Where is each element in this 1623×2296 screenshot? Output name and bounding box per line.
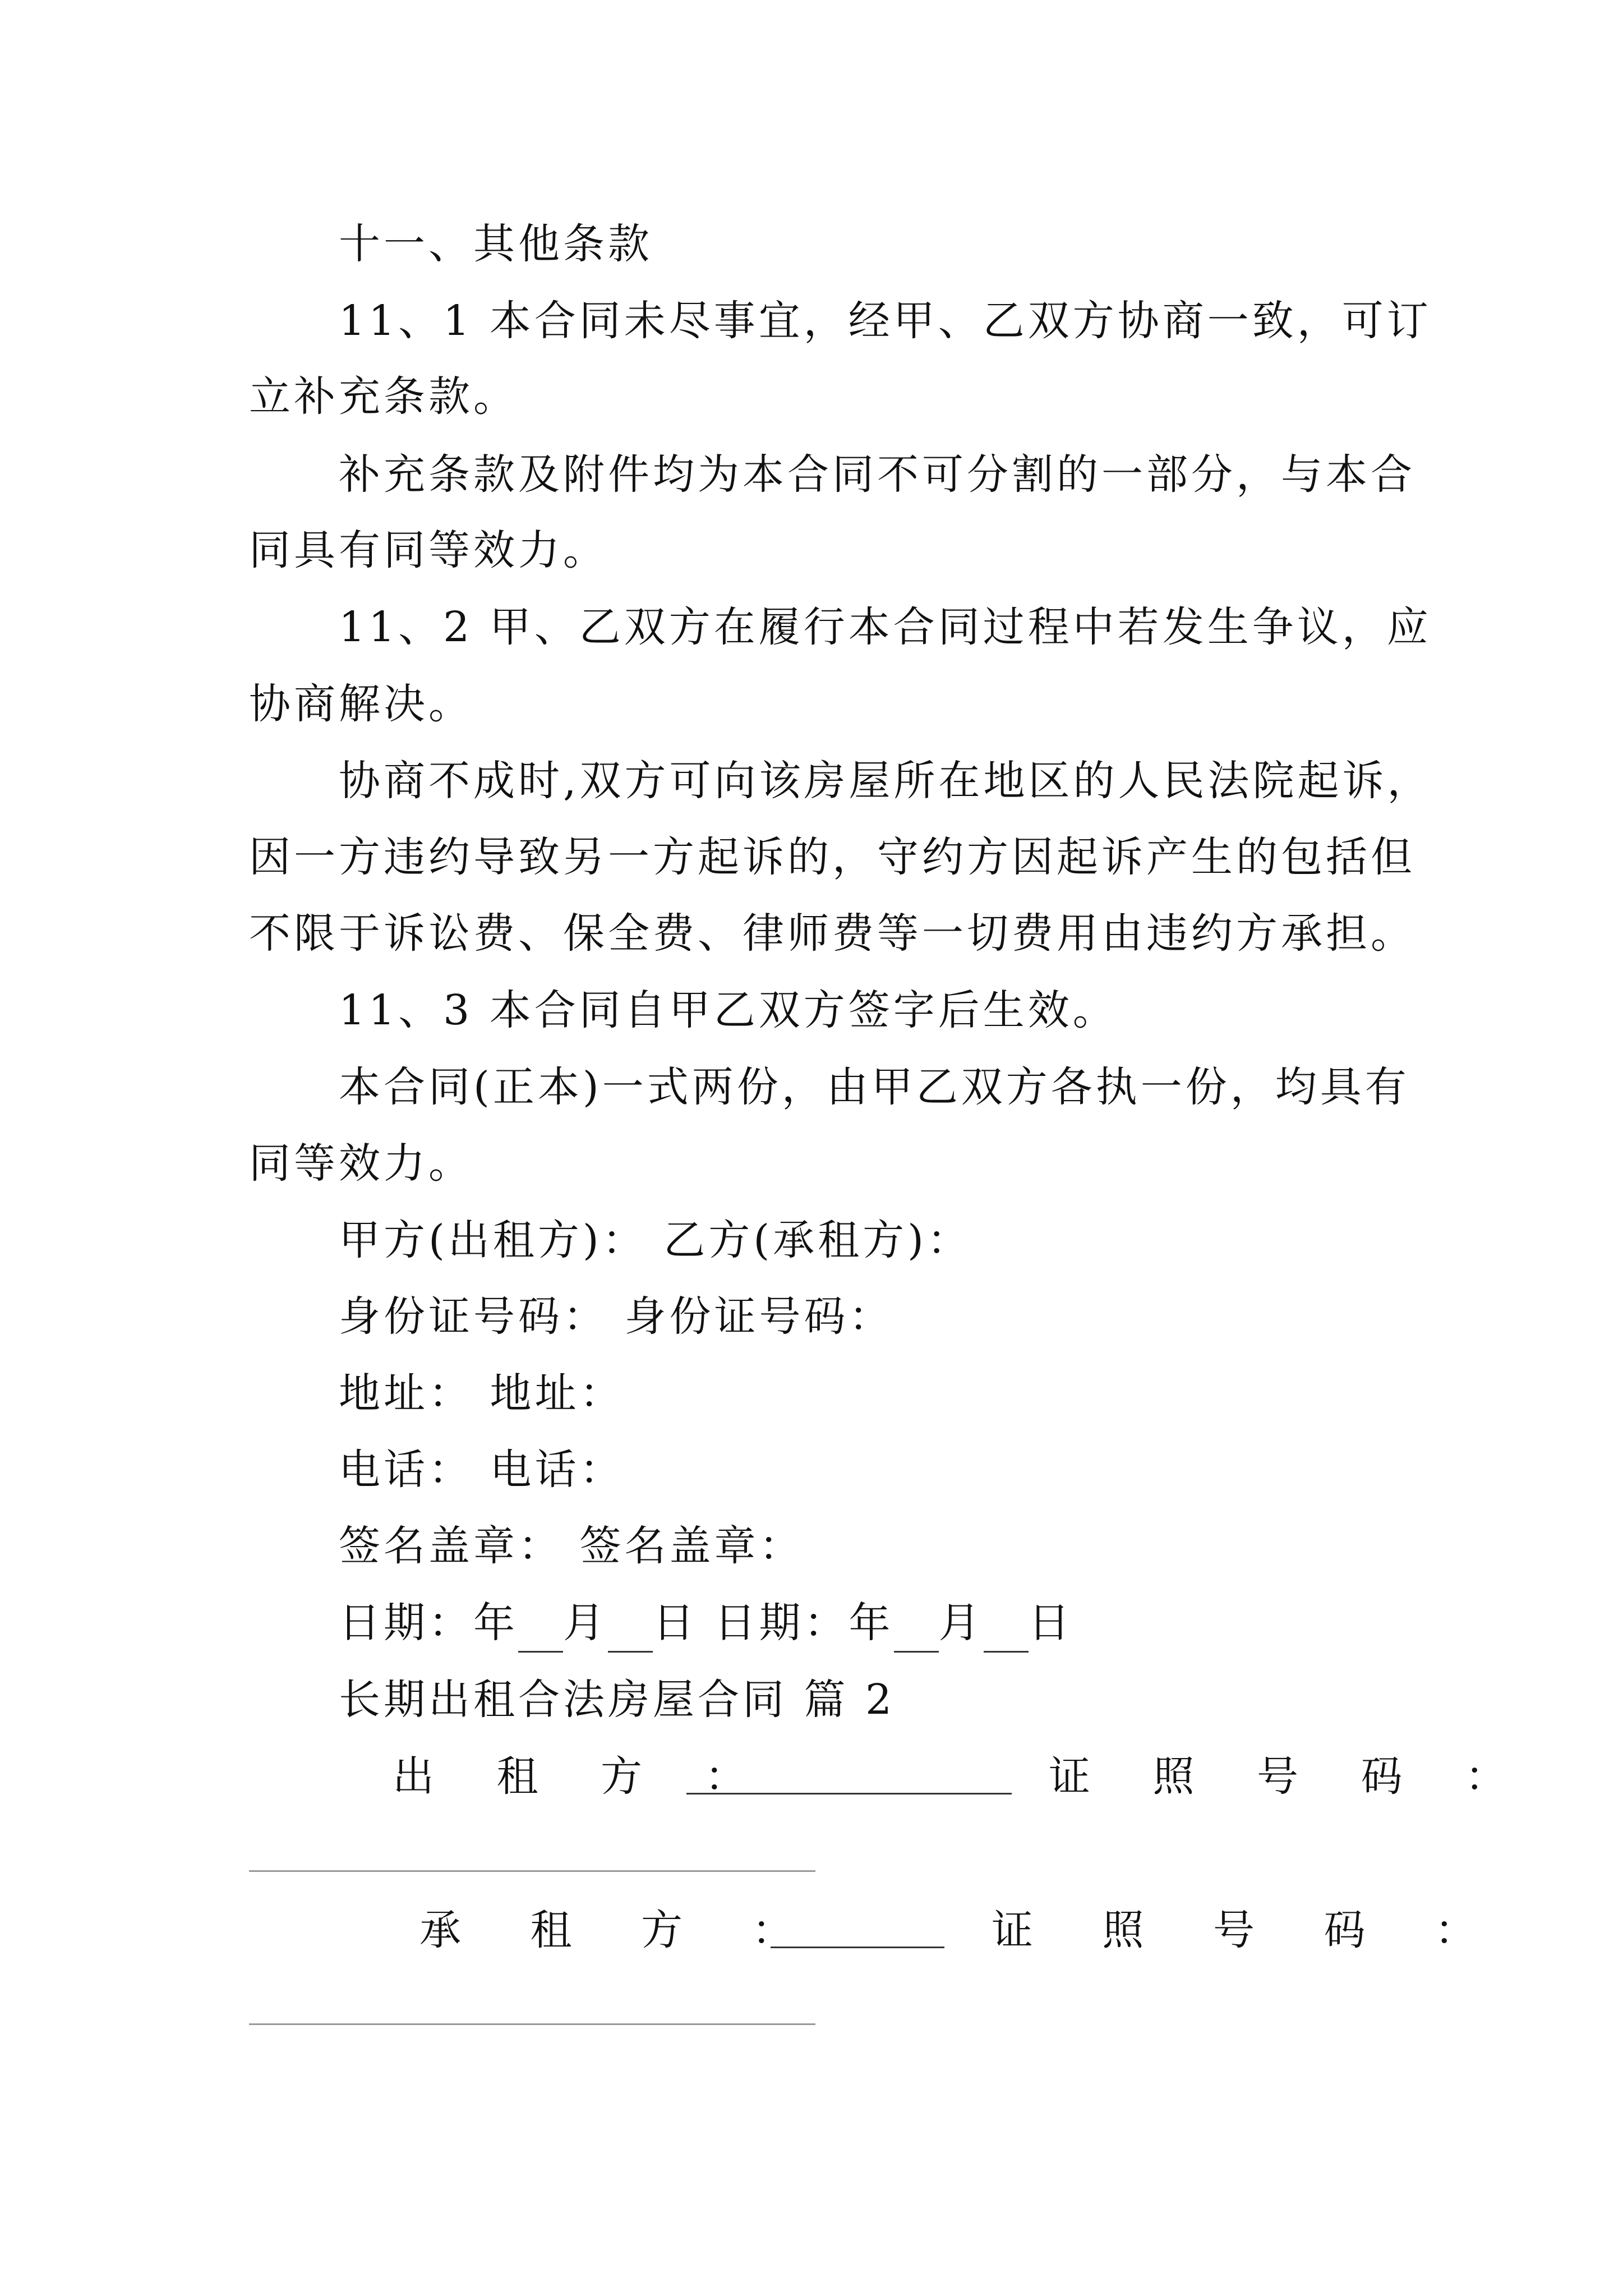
month-blank-a	[518, 1595, 563, 1653]
date-label-a: 日期：年	[339, 1599, 518, 1647]
clause-11-2-line-4: 因一方违约导致另一方起诉的，守约方因起诉产生的包括但	[249, 833, 1415, 881]
signature-id-line: 身份证号码： 身份证号码：	[339, 1292, 894, 1341]
lessor-label: 出 租 方 ：	[393, 1752, 771, 1801]
day-blank-b	[984, 1595, 1029, 1653]
lessor-cert-label: 证 照 号 码 ：	[1049, 1752, 1532, 1801]
clause-11-3-line-1: 11、3 本合同自甲乙双方签字后生效。	[339, 986, 1118, 1034]
date-day-a: 日	[653, 1599, 698, 1647]
lessee-blank	[771, 1947, 944, 1948]
date-month-a: 月	[563, 1599, 608, 1647]
clause-11-2-line-3: 协商不成时,双方可向该房屋所在地区的人民法院起诉，	[339, 757, 1432, 805]
lessee-cert-label: 证 照 号 码 ：	[992, 1906, 1505, 1954]
month-blank-b	[894, 1595, 939, 1653]
day-blank-a	[608, 1595, 653, 1653]
clause-11-2-line-5: 不限于诉讼费、保全费、律师费等一切费用由违约方承担。	[249, 909, 1415, 958]
clause-11-1-line-1: 11、1 本合同未尽事宜，经甲、乙双方协商一致，可订	[339, 297, 1432, 345]
signature-party-line: 甲方(出租方)： 乙方(承租方)：	[339, 1216, 972, 1264]
clause-11-1-line-4: 同具有同等效力。	[249, 526, 608, 574]
date-month-b: 月	[938, 1599, 984, 1647]
lessor-cert-rule	[249, 1870, 815, 1872]
signature-seal-line: 签名盖章： 签名盖章：	[339, 1522, 804, 1570]
clause-11-3-line-2: 本合同(正本)一式两份，由甲乙双方各执一份，均具有	[339, 1063, 1410, 1111]
clause-11-3-line-3: 同等效力。	[249, 1139, 473, 1188]
clause-11-1-line-2: 立补充条款。	[249, 372, 518, 421]
clause-11-2-line-2: 协商解决。	[249, 680, 473, 728]
second-contract-title: 长期出租合法房屋合同 篇 2	[339, 1676, 896, 1724]
lessee-label: 承 租 方 ：	[419, 1906, 822, 1954]
section-heading: 十一、其他条款	[339, 220, 653, 268]
signature-address-line: 地址： 地址：	[339, 1369, 625, 1418]
signature-date-line	[339, 1595, 1073, 1653]
clause-11-1-line-3: 补充条款及附件均为本合同不可分割的一部分，与本合	[339, 450, 1415, 499]
signature-phone-line: 电话： 电话：	[339, 1446, 625, 1494]
lessor-blank	[686, 1793, 1012, 1795]
lessee-cert-rule	[249, 2023, 815, 2025]
date-day-b: 日	[1028, 1599, 1073, 1647]
clause-11-2-line-1: 11、2 甲、乙双方在履行本合同过程中若发生争议，应	[339, 603, 1432, 651]
date-label-b: 日期：年	[714, 1599, 894, 1647]
